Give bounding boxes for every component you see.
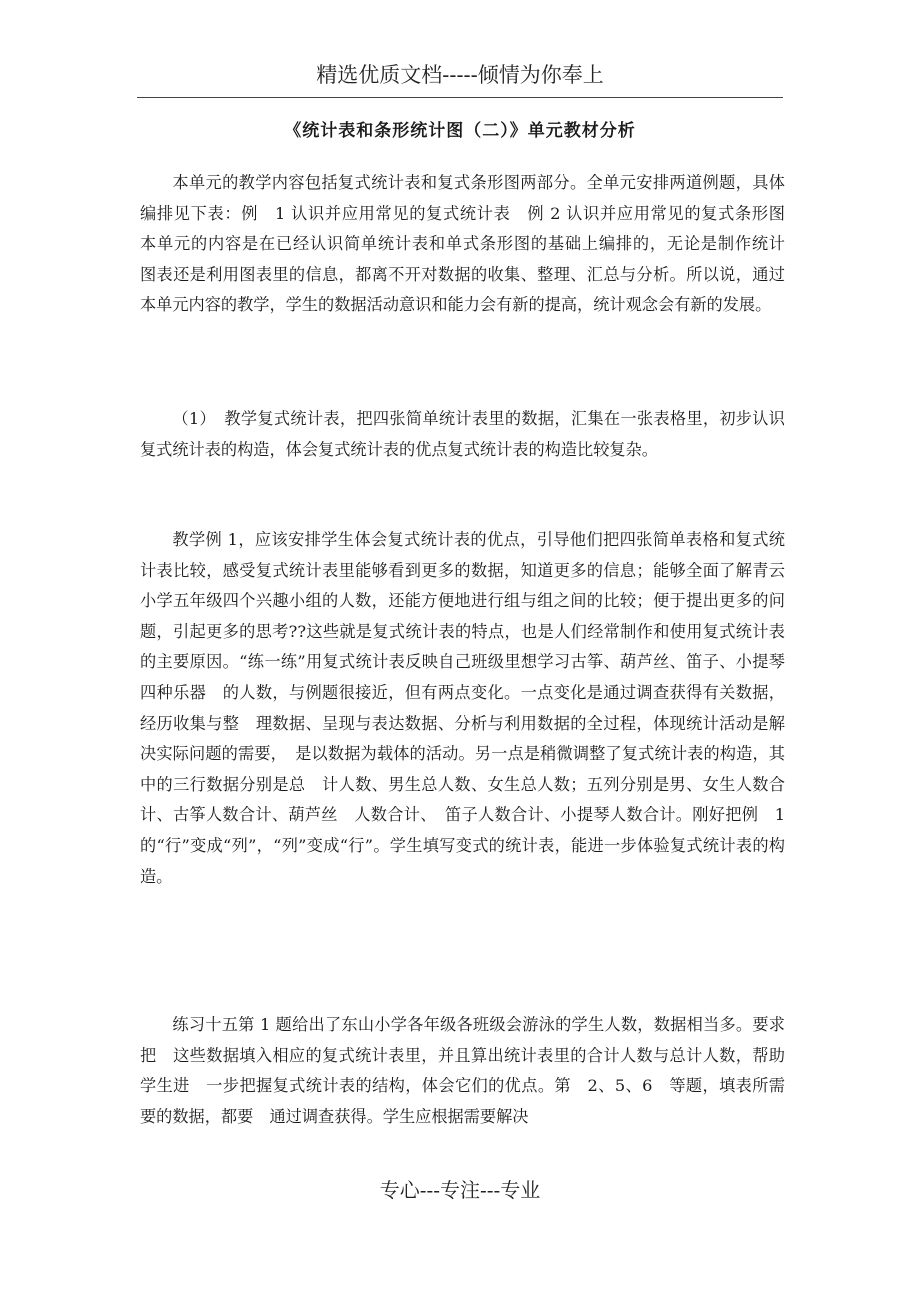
paragraph-intro: 本单元的教学内容包括复式统计表和复式条形图两部分。全单元安排两道例题，具体编排见下表：例 1 认识并应用常见的复式统计表 例 2 认识并应用常见的复式条形图 本单元的内容是在已经认识简单统计表和单式条形图的基础上编排的，无论是制作统计 图表还是利用图表里的信息，都离不开对数据的收集、整理、汇总与分析。所以说，通过本单元内容的教学，学生的数据活动意识和能力会有新的提高，统计观念会有新的发展。: [140, 173, 802, 315]
header-divider: [137, 97, 783, 98]
document-title: 《统计表和条形统计图（二）》单元教材分析: [284, 121, 636, 141]
paragraph-point-1: （1） 教学复式统计表，把四张简单统计表里的数据，汇集在一张表格里，初步认识复式统计表的构造，体会复式统计表的优点复式统计表的构造比较复杂。: [140, 409, 785, 459]
paragraph-example-1: 教学例 1，应该安排学生体会复式统计表的优点，引导他们把四张简单表格和复式统计表比较，感受复式统计表里能够看到更多的数据，知道更多的信息；能够全面了解青云小学五年级四个兴趣小组的人数，还能方便地进行组与组之间的比较；便于提出更多的问题，引起更多的思考??这些就是复式统计表的特点，也是人们经常制作和使用复式统计表的主要原因。“练一练”用复式统计表反映自己班级里想学习古筝、葫芦丝、笛子、小提琴四种乐器 的人数，与例题很接近，但有两点变化。一点变化是通过调查获得有关数据，经历收集与整 理数据、呈现与表达数据、分析与利用数据的全过程，体现统计活动是解决实际问题的需要， 是以数据为载体的活动。另一点是稍微调整了复式统计表的构造，其中的三行数据分别是总 计人数、男生总人数、女生总人数；五列分别是男、女生人数合计、古筝人数合计、葫芦丝 人数合计、 笛子人数合计、小提琴人数合计。刚好把例 1 的“行”变成“列”，“列”变成“行”。学生填写变式的统计表，能进一步体验复式统计表的构造。: [140, 530, 802, 886]
page-footer: 专心---专注---专业: [379, 1178, 541, 1202]
page-header: 精选优质文档-----倾情为你奉上: [316, 63, 604, 87]
paragraph-exercise-15: 练习十五第 1 题给出了东山小学各年级各班级会游泳的学生人数，数据相当多。要求把 这些数据填入相应的复式统计表里，并且算出统计表里的合计人数与总计人数，帮助学生进 一步把握复式统计表的结构，体会它们的优点。第 2、5、6 等题，填表所需要的数据，都要 通过调查获得。学生应根据需要解决: [140, 1015, 785, 1126]
